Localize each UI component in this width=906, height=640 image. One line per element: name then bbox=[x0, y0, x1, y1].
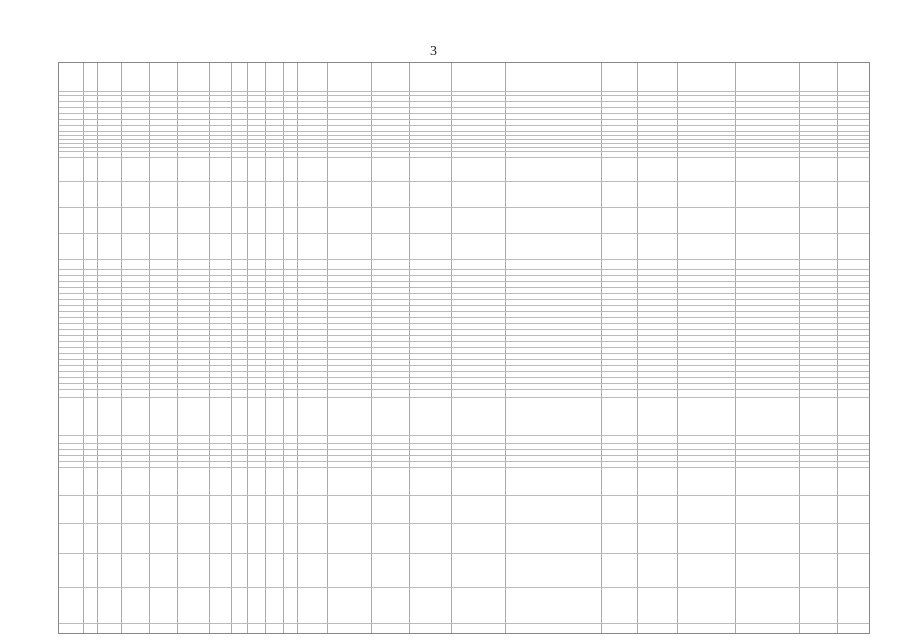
col-divider bbox=[637, 63, 638, 633]
row-divider bbox=[59, 329, 869, 330]
row-divider bbox=[59, 553, 869, 554]
row-divider bbox=[59, 299, 869, 300]
row-divider bbox=[59, 341, 869, 342]
col-divider bbox=[121, 63, 122, 633]
row-divider bbox=[59, 281, 869, 282]
col-divider bbox=[231, 63, 232, 633]
row-divider bbox=[59, 365, 869, 366]
row-divider bbox=[59, 461, 869, 462]
row-divider bbox=[59, 293, 869, 294]
row-divider bbox=[59, 113, 869, 114]
row-divider bbox=[59, 467, 869, 468]
col-divider bbox=[283, 63, 284, 633]
row-divider bbox=[59, 435, 869, 436]
row-divider bbox=[59, 135, 869, 136]
row-divider bbox=[59, 335, 869, 336]
row-divider bbox=[59, 157, 869, 158]
row-divider bbox=[59, 359, 869, 360]
col-divider bbox=[799, 63, 800, 633]
row-divider bbox=[59, 383, 869, 384]
row-divider bbox=[59, 287, 869, 288]
row-divider bbox=[59, 91, 869, 92]
row-divider bbox=[59, 95, 869, 96]
row-divider bbox=[59, 259, 869, 260]
col-divider bbox=[735, 63, 736, 633]
col-divider bbox=[149, 63, 150, 633]
row-divider bbox=[59, 377, 869, 378]
row-divider bbox=[59, 151, 869, 152]
col-divider bbox=[177, 63, 178, 633]
row-divider bbox=[59, 181, 869, 182]
row-divider bbox=[59, 495, 869, 496]
row-divider bbox=[59, 305, 869, 306]
col-divider bbox=[371, 63, 372, 633]
row-divider bbox=[59, 275, 869, 276]
col-divider bbox=[601, 63, 602, 633]
row-divider bbox=[59, 143, 869, 144]
row-divider bbox=[59, 449, 869, 450]
row-divider bbox=[59, 587, 869, 588]
row-divider bbox=[59, 207, 869, 208]
col-divider bbox=[297, 63, 298, 633]
row-divider bbox=[59, 131, 869, 132]
col-divider bbox=[247, 63, 248, 633]
row-divider bbox=[59, 233, 869, 234]
row-divider bbox=[59, 623, 869, 624]
col-divider bbox=[409, 63, 410, 633]
col-divider bbox=[209, 63, 210, 633]
row-divider bbox=[59, 347, 869, 348]
col-divider bbox=[265, 63, 266, 633]
row-divider bbox=[59, 397, 869, 398]
row-divider bbox=[59, 371, 869, 372]
row-divider bbox=[59, 125, 869, 126]
data-table bbox=[58, 62, 870, 634]
row-divider bbox=[59, 353, 869, 354]
col-divider bbox=[505, 63, 506, 633]
row-divider bbox=[59, 101, 869, 102]
row-divider bbox=[59, 119, 869, 120]
row-divider bbox=[59, 317, 869, 318]
col-divider bbox=[451, 63, 452, 633]
row-divider bbox=[59, 311, 869, 312]
row-divider bbox=[59, 523, 869, 524]
row-divider bbox=[59, 443, 869, 444]
col-divider bbox=[677, 63, 678, 633]
col-divider bbox=[837, 63, 838, 633]
page-number: 3 bbox=[430, 44, 437, 59]
row-divider bbox=[59, 107, 869, 108]
col-divider bbox=[83, 63, 84, 633]
col-divider bbox=[97, 63, 98, 633]
row-divider bbox=[59, 389, 869, 390]
row-divider bbox=[59, 323, 869, 324]
row-divider bbox=[59, 147, 869, 148]
row-divider bbox=[59, 139, 869, 140]
row-divider bbox=[59, 455, 869, 456]
row-divider bbox=[59, 269, 869, 270]
col-divider bbox=[327, 63, 328, 633]
